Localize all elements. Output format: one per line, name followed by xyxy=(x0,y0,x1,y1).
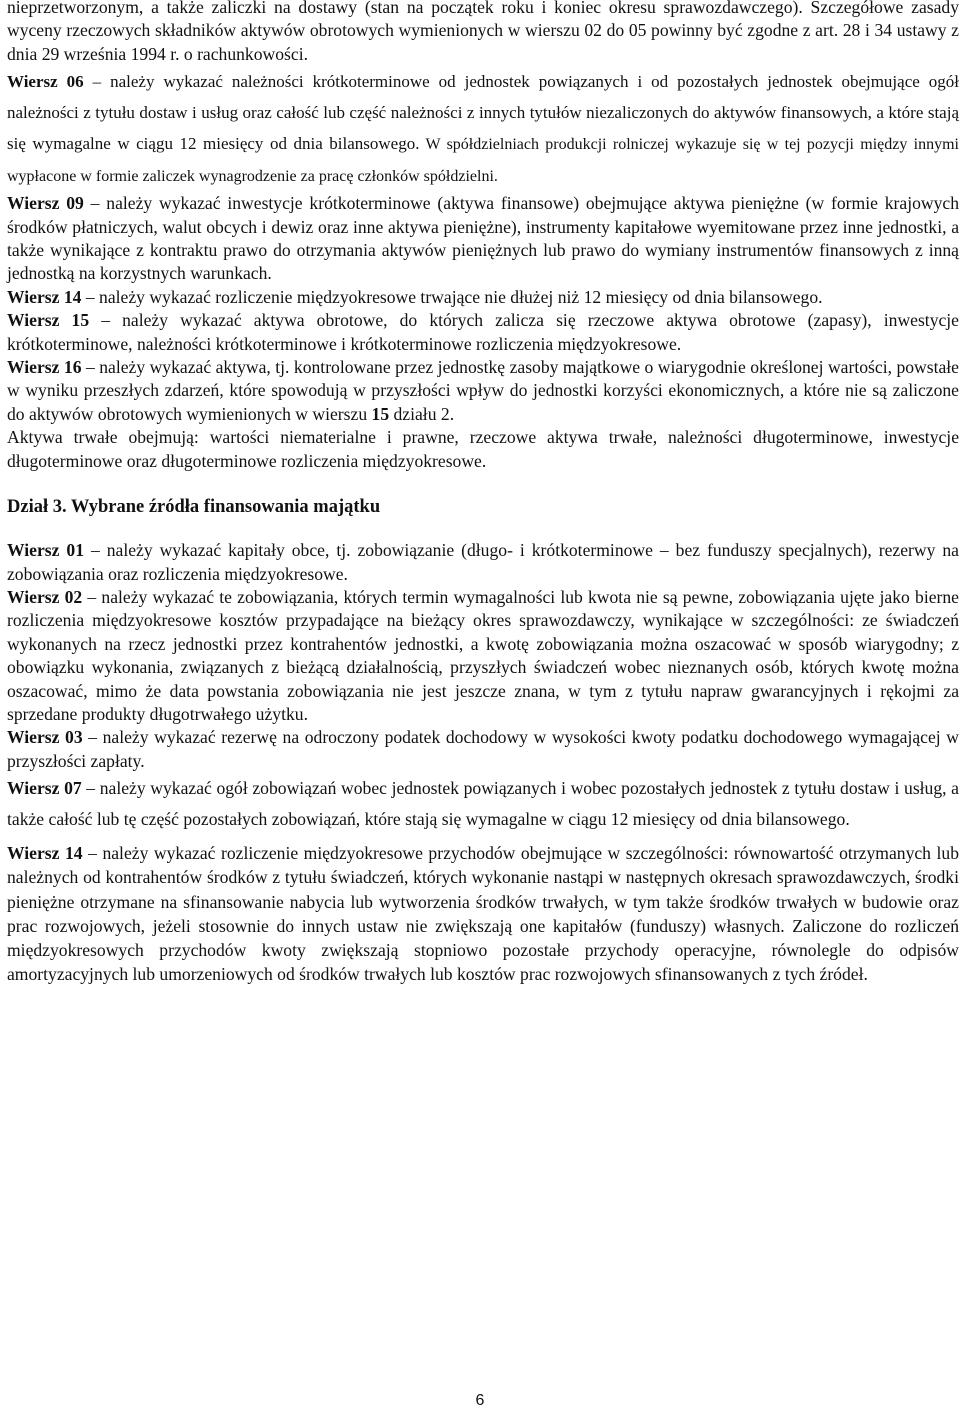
row-15-paragraph xyxy=(7,309,959,356)
section-3-row-07-text: – należy wykazać ogół zobowiązań wobec jednostek powiązanych i wobec pozostałych jednostek z tytułu dostaw i usług, a także całość lub tę część pozostałych zobowiązań, które stają się wymagalne w ciągu 12 miesięcy od dnia bilansowego. xyxy=(7,778,959,830)
document-page xyxy=(7,0,959,986)
section-3-heading: Dział 3. Wybrane źródła finansowania majątku xyxy=(7,497,381,518)
row-16-label: Wiersz 16 xyxy=(7,357,82,378)
section-3-row-14-text: – należy wykazać rozliczenie międzyokresowe przychodów obejmujące w szczególności: równowartość otrzymanych lub należnych od kontrahentów środków z tytułu świadczeń, których wykonanie nastąpi w następnych okresach sprawozdawczych, środki pieniężne otrzymane na sfinansowanie nabycia lub wytworzenia środków trwałych, w tym także środków trwałych w budowie oraz prac rozwojowych, jeżeli stosownie do innych ustaw nie zwiększają one kapitałów (funduszy) własnych. Zaliczone do rozliczeń międzyokresowych przychodów kwoty zwiększają stopniowo pozostałe przychody operacyjne, równolegle do odpisów amortyzacyjnych lub umorzeniowych od środków trwałych lub kosztów prac rozwojowych sfinansowanych z tych źródeł. xyxy=(7,843,959,985)
row-14-assets-text: – należy wykazać rozliczenie międzyokresowe trwające nie dłużej niż 12 miesięcy od dnia bilansowego. xyxy=(81,286,823,307)
section-3-row-03-text: – należy wykazać rezerwę na odroczony podatek dochodowy w wysokości kwoty podatku dochodowego wymagającej w przyszłości zapłaty. xyxy=(7,727,959,771)
section-3-row-01-paragraph xyxy=(7,539,959,586)
section-3-row-03-label: Wiersz 03 xyxy=(7,727,83,748)
section-3-row-14-paragraph xyxy=(7,841,959,986)
row-06-text: – należy wykazać należności krótkoterminowe od jednostek powiązanych i od pozostałych jednostek obejmujące ogół należności z tytułu dostaw i usług oraz całość lub część należności z innych tytułów niezaliczonych do aktywów finansowych, a które stają się wymagalne w ciągu 12 miesięcy od dnia bilansowego. xyxy=(7,72,959,154)
intro-paragraph: nieprzetworzonym, a także zaliczki na dostawy (stan na początek roku i koniec okresu sprawozdawczego). Szczegółowe zasady wyceny rzeczowych składników aktywów obrotowych wymienionych w wierszu 02 do 05 powinny być zgodne z art. 28 i 34 ustawy z dnia 29 września 1994 r. o rachunkowości. xyxy=(7,0,959,64)
row-16-text-end: działu 2. xyxy=(389,403,455,424)
section-3-row-02-label: Wiersz 02 xyxy=(7,586,83,607)
page-number: 6 xyxy=(475,1392,485,1409)
row-16-text: – należy wykazać aktywa, tj. kontrolowane przez jednostkę zasoby majątkowe o wiarygodnie określonej wartości, powstałe w wyniku przeszłych zdarzeń, które spowodują w przyszłości wpływ do jednostki korzyści ekonomicznych, a które nie są zaliczone do aktywów obrotowych wymienionych w wierszu xyxy=(7,357,959,424)
section-3-row-07-paragraph xyxy=(7,773,959,835)
row-15-label: Wiersz 15 xyxy=(7,310,90,331)
row-16-bold-number: 15 xyxy=(371,403,390,424)
section-3-row-02-paragraph xyxy=(7,586,959,726)
row-06-label: Wiersz 06 xyxy=(7,72,84,92)
row-09-text: – należy wykazać inwestycje krótkoterminowe (aktywa finansowe) obejmujące aktywa pieniężne (w formie krajowych środków płatniczych, walut obcych i dewiz oraz inne aktywa pieniężne), instrumenty kapitałowe wyemitowane przez inne jednostki, a także wynikające z kontraktu prawo do otrzymania aktywów pieniężnych lub prawo do wymiany instrumentów finansowych z inną jednostką na korzystnych warunkach. xyxy=(7,193,959,284)
row-06-paragraph xyxy=(7,66,959,192)
row-09-paragraph xyxy=(7,192,959,286)
fixed-assets-paragraph: Aktywa trwałe obejmują: wartości niematerialne i prawne, rzeczowe aktywa trwałe, należności długoterminowe, inwestycje długoterminowe oraz długoterminowe rozliczenia międzyokresowe. xyxy=(7,427,959,471)
spacer xyxy=(7,473,959,495)
row-06-text-cooperatives: W spółdzielniach produkcji rolniczej wykazuje się w tej pozycji między innymi wypłacone w formie zaliczek wynagrodzenie za pracę członków spółdzielni. xyxy=(7,136,959,186)
section-3-row-07-label: Wiersz 07 xyxy=(7,778,82,799)
section-3-row-03-paragraph xyxy=(7,726,959,773)
section-3-row-14-label: Wiersz 14 xyxy=(7,843,83,864)
row-16-paragraph xyxy=(7,356,959,426)
section-3-row-02-text: – należy wykazać te zobowiązania, których termin wymagalności lub kwota nie są pewne, zobowiązania ujęte jako bierne rozliczenia międzyokresowe kosztów przypadające na bieżący okres sprawozdawczy, wynikające w szczególności: ze świadczeń wykonanych na rzecz jednostki przez kontrahentów jednostki, a kwotę zobowiązania można oszacować w sposób wiarygodny; z obowiązku wykonania, związanych z bieżącą działalnością, przyszłych świadczeń wobec nieznanych osób, których kwotę można oszacować, mimo że data powstania zobowiązania nie jest jeszcze znana, w tym z tytułu napraw gwarancyjnych i rękojmi za sprzedane produkty długotrwałego użytku. xyxy=(7,586,959,724)
row-14-assets-label: Wiersz 14 xyxy=(7,286,82,307)
row-09-label: Wiersz 09 xyxy=(7,193,84,214)
row-15-text: – należy wykazać aktywa obrotowe, do których zalicza się rzeczowe aktywa obrotowe (zapasy), inwestycje krótkoterminowe, należności krótkoterminowe i krótkoterminowe rozliczenia międzyokresowe. xyxy=(7,310,959,354)
section-3-row-01-label: Wiersz 01 xyxy=(7,540,84,561)
section-3-row-01-text: – należy wykazać kapitały obce, tj. zobowiązanie (długo- i krótkoterminowe – bez funduszy specjalnych), rezerwy na zobowiązania oraz rozliczenia międzyokresowe. xyxy=(7,540,959,584)
spacer xyxy=(7,519,959,539)
row-14-assets-paragraph xyxy=(7,286,959,309)
